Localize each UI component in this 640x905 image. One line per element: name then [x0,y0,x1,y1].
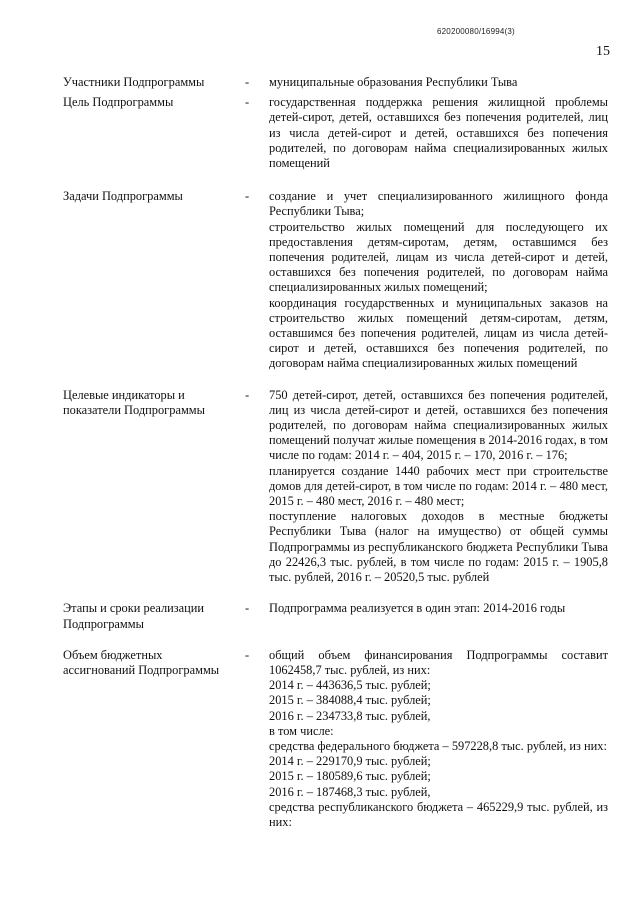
value-line: государственная поддержка решения жилищной проблемы детей-сирот, детей, оставшихся без попечения родителей, лиц из числа детей-сирот и детей, оставшихся без попечения родителей, по договорам найма специализированных жилых помещений [269,95,608,171]
document-id: 620200080/16994(3) [437,27,515,36]
value-line: муниципальные образования Республики Тыва [269,75,518,89]
value-line: 2016 г. – 187468,3 тыс. рублей, [269,784,431,799]
row-dash: - [245,601,250,616]
row-label: Целевые индикаторы и показатели Подпрограммы [63,387,205,417]
row-value [269,189,608,371]
row-label: Участники Подпрограммы [63,75,205,89]
row-value [269,388,608,586]
value-line: создание и учет специализированного жилищного фонда Республики Тыва; [269,189,608,219]
row-value [269,75,608,90]
row-dash: - [245,189,250,204]
row-value [269,648,608,830]
row-budget [63,648,608,830]
value-line: 2015 г. – 180589,6 тыс. рублей; [269,769,431,784]
value-line: 2016 г. – 234733,8 тыс. рублей, [269,708,431,723]
row-value [269,601,608,631]
value-line: 2015 г. – 384088,4 тыс. рублей; [269,693,431,708]
value-line: координация государственных и муниципальных заказов на строительство жилых помещений детям-сиротам, детям, оставшимся без попечения родителей, лицам из числа детей-сирот и детей, оставшихся без попечения родителей, по договорам найма специализированных жилых помещений [269,295,608,371]
row-dash: - [245,75,250,89]
row-dash: - [245,95,250,110]
row-tasks [63,189,608,371]
row-participants [63,75,608,90]
value-line: 2014 г. – 443636,5 тыс. рублей; [269,678,431,693]
row-goal [63,95,608,171]
passport-table [63,75,608,830]
value-line: средства республиканского бюджета – 465229,9 тыс. рублей, из них: [269,799,608,829]
row-label: Объем бюджетных ассигнований Подпрограммы [63,647,220,677]
value-line: поступление налоговых доходов в местные бюджеты Республики Тыва (налог на имущество) от общей суммы Подпрограммы из республиканского бюджета Республики Тыва до 22426,3 тыс. рублей, в том числе по годам: 2015 г. – 1905,8 тыс. рублей, 2016 г. – 20520,5 тыс. рублей [269,509,608,585]
row-dash: - [245,387,250,402]
value-line: в том числе: [269,723,334,738]
row-dash: - [245,647,250,662]
row-stages [63,601,608,631]
row-label: Цель Подпрограммы [63,95,174,110]
row-indicators [63,388,608,586]
page-number: 15 [596,44,610,59]
value-line: средства федерального бюджета – 597228,8 тыс. рублей, из них: [269,738,607,753]
row-label: Этапы и сроки реализации Подпрограммы [63,601,205,631]
value-line: строительство жилых помещений для последующего их предоставления детям-сиротам, детям, оставшимся без попечения родителей, лицам из числа детей-сирот и детей, оставшихся без попечения родителей, по договорам найма специализированных жилых помещений; [269,219,608,295]
row-label: Задачи Подпрограммы [63,189,183,204]
row-value [269,95,608,171]
value-line: 750 детей-сирот, детей, оставшихся без попечения родителей, лиц из числа детей-сирот и детей, оставшихся без попечения родителей, по договорам найма специализированных жилых помещений получат жилые помещения в 2014-2016 годах, в том числе по годам: 2014 г. – 404, 2015 г. – 170, 2016 г. – 176; [269,387,608,463]
value-line: Подпрограмма реализуется в один этап: 2014-2016 годы [269,601,566,616]
value-line: 2014 г. – 229170,9 тыс. рублей; [269,754,431,769]
value-line: планируется создание 1440 рабочих мест при строительстве домов для детей-сирот, в том числе по годам: 2014 г. – 480 мест, 2015 г. – 480 мест, 2016 г. – 480 мест; [269,463,608,509]
value-line: общий объем финансирования Подпрограммы составит 1062458,7 тыс. рублей, из них: [269,647,608,677]
